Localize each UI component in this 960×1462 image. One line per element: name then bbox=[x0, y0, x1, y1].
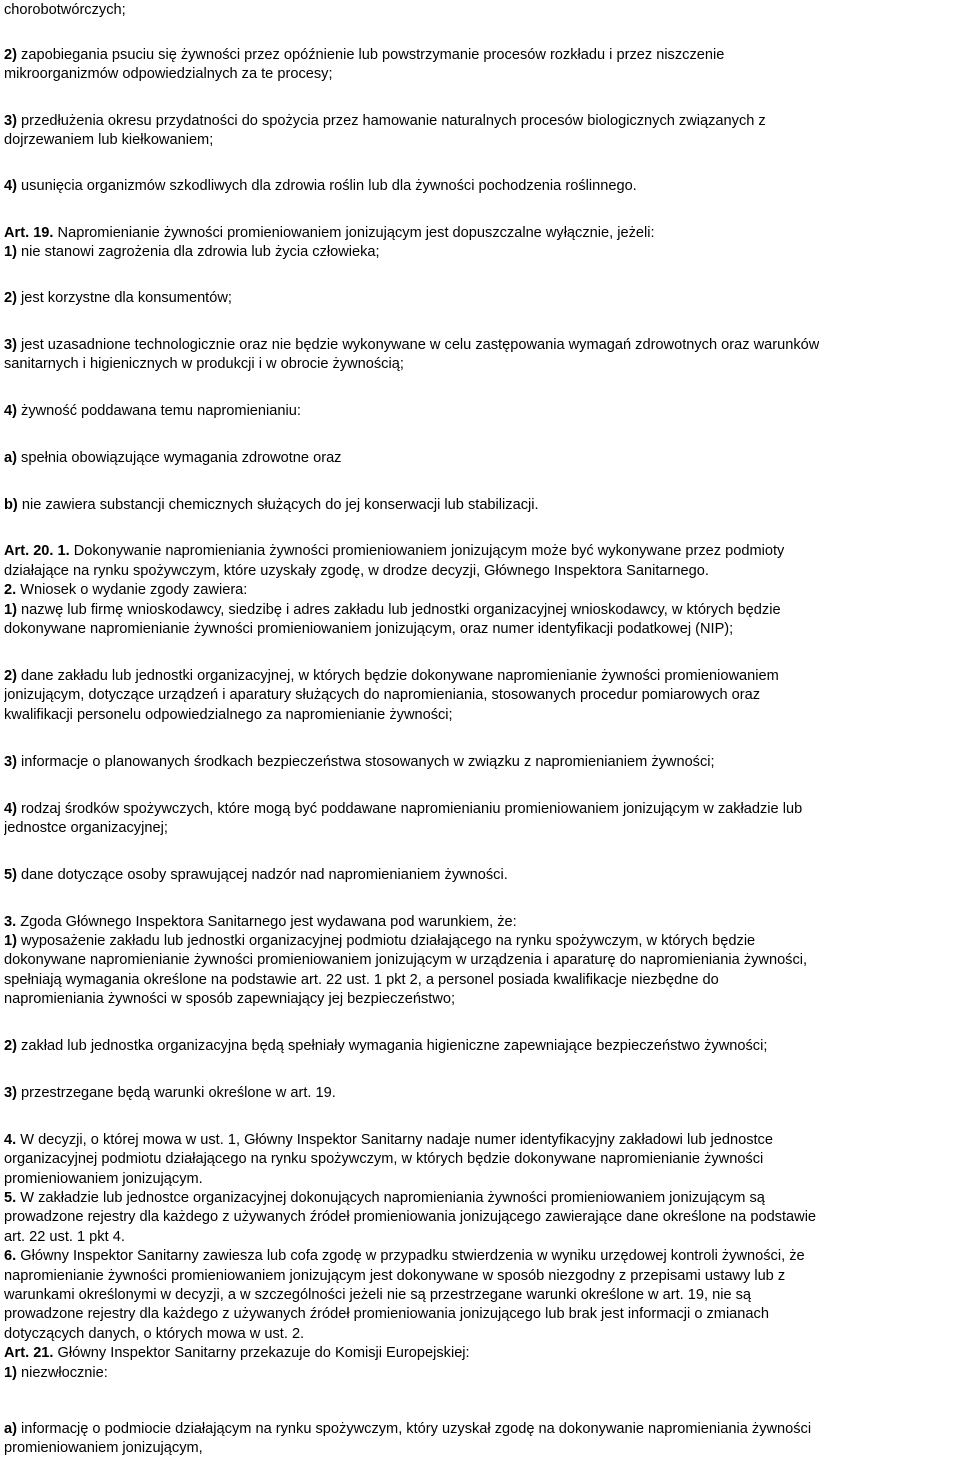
provision-text: usunięcia organizmów szkodliwych dla zdrowia roślin lub dla żywności pochodzenia roślinnego. bbox=[21, 178, 637, 194]
provision-text: działające na rynku spożywczym, które uzyskały zgodę, w drodze decyzji, Głównego Inspektora Sanitarnego. bbox=[4, 563, 709, 579]
document-line bbox=[4, 1208, 816, 1227]
provision-number: b) bbox=[4, 497, 18, 513]
provision-text: dojrzewaniem lub kiełkowaniem; bbox=[4, 132, 214, 148]
provision-number: 2) bbox=[4, 1038, 17, 1054]
provision-number: 6. bbox=[4, 1248, 17, 1264]
provision-text: dane dotyczące osoby sprawującej nadzór nad napromienianiem żywności. bbox=[21, 867, 508, 883]
provision-text: promieniowaniem jonizującym, bbox=[4, 1440, 203, 1456]
provision-text: spełniają wymagania określone na podstawie art. 22 ust. 1 pkt 2, a personel posiada kwalifikacje niezbędne do bbox=[4, 972, 719, 988]
document-line bbox=[4, 449, 341, 468]
provision-text: kwalifikacji personelu odpowiedzialnego za napromienianie żywności; bbox=[4, 707, 453, 723]
provision-text: organizacyjnej podmiotu działającego na rynku spożywczym, w których będzie dokonywane napromienianie żywności bbox=[4, 1151, 764, 1167]
document-line bbox=[4, 1, 126, 20]
document-line bbox=[4, 1325, 304, 1344]
document-line bbox=[4, 224, 655, 243]
document-line bbox=[4, 800, 802, 819]
provision-number: 4. bbox=[4, 1132, 17, 1148]
document-line bbox=[4, 1420, 811, 1439]
provision-text: przedłużenia okresu przydatności do spożycia przez hamowanie naturalnych procesów biologicznych związanych z bbox=[21, 113, 766, 129]
provision-text: warunkami określonymi w decyzji, a w szczególności jeżeli nie są przestrzegane warunki określone w art. 19, nie są bbox=[4, 1287, 752, 1303]
provision-text: dokonywane napromienianie żywności promieniowaniem jonizującym w urządzenia i aparaturę do napromieniania żywności, bbox=[4, 952, 808, 968]
provision-text: jest uzasadnione technologicznie oraz nie będzie wykonywane w celu zastępowania wymagań zdrowotnych oraz warunków bbox=[21, 337, 820, 353]
provision-text: Główny Inspektor Sanitarny przekazuje do Komisji Europejskiej: bbox=[57, 1345, 470, 1361]
document-line bbox=[4, 496, 539, 515]
provision-text: art. 22 ust. 1 pkt 4. bbox=[4, 1229, 125, 1245]
document-line bbox=[4, 402, 301, 421]
document-line bbox=[4, 243, 380, 262]
provision-text: informację o podmiocie działającym na rynku spożywczym, który uzyskał zgodę na dokonywanie napromieniania żywności bbox=[21, 1421, 812, 1437]
document-line bbox=[4, 289, 232, 308]
document-line bbox=[4, 913, 517, 932]
document-line bbox=[4, 1150, 763, 1169]
provision-text: W decyzji, o której mowa w ust. 1, Główny Inspektor Sanitarny nadaje numer identyfikacyjny zakładowi lub jednostce bbox=[20, 1132, 773, 1148]
document-line bbox=[4, 951, 807, 970]
document-line bbox=[4, 866, 508, 885]
document-line bbox=[4, 753, 715, 772]
provision-text: prowadzone rejestry dla każdego z używanych źródeł promieniowania jonizującego lub brak jest informacji o zmianach bbox=[4, 1306, 769, 1322]
provision-text: promieniowaniem jonizującym. bbox=[4, 1171, 203, 1187]
provision-number: 3) bbox=[4, 113, 17, 129]
document-line bbox=[4, 1084, 336, 1103]
provision-text: jednostce organizacyjnej; bbox=[4, 820, 168, 836]
provision-text: przestrzegane będą warunki określone w art. 19. bbox=[21, 1085, 336, 1101]
document-line bbox=[4, 65, 333, 84]
document-line bbox=[4, 686, 760, 705]
provision-number: Art. 21. bbox=[4, 1345, 54, 1361]
provision-text: dotyczących danych, o których mowa w ust. 2. bbox=[4, 1326, 305, 1342]
provision-text: Dokonywanie napromieniania żywności promieniowaniem jonizującym może być wykonywane przez podmioty bbox=[73, 543, 785, 559]
provision-text: napromienianie żywności promieniowaniem jonizującym jest dokonywane w sposób niezgodny z przepisami ustawy lub z bbox=[4, 1268, 786, 1284]
provision-text: sanitarnych i higienicznych w produkcji i w obrocie żywnością; bbox=[4, 356, 404, 372]
document-line bbox=[4, 112, 766, 131]
provision-number: 2) bbox=[4, 290, 17, 306]
provision-text: żywność poddawana temu napromienianiu: bbox=[21, 403, 301, 419]
document-line bbox=[4, 1364, 108, 1383]
provision-number: 1) bbox=[4, 244, 17, 260]
document-line bbox=[4, 1439, 203, 1458]
provision-text: chorobotwórczych; bbox=[4, 2, 126, 18]
provision-text: dane zakładu lub jednostki organizacyjnej, w których będzie dokonywane napromienianie żywności promieniowaniem bbox=[21, 668, 779, 684]
provision-number: a) bbox=[4, 450, 17, 466]
document-line bbox=[4, 336, 819, 355]
document-line bbox=[4, 819, 168, 838]
document-line bbox=[4, 1170, 203, 1189]
provision-text: wyposażenie zakładu lub jednostki organizacyjnej podmiotu działającego na rynku spożywczym, w których będzie bbox=[21, 933, 756, 949]
provision-number: 4) bbox=[4, 178, 17, 194]
document-line bbox=[4, 667, 779, 686]
provision-number: 3) bbox=[4, 337, 17, 353]
provision-number: 3) bbox=[4, 1085, 17, 1101]
provision-text: nie zawiera substancji chemicznych służących do jej konserwacji lub stabilizacji. bbox=[21, 497, 539, 513]
document-line bbox=[4, 1286, 751, 1305]
provision-text: prowadzone rejestry dla każdego z używanych źródeł promieniowania jonizującego zawierające dane określone na podstawie bbox=[4, 1209, 817, 1225]
provision-number: 3. bbox=[4, 914, 17, 930]
document-line bbox=[4, 706, 453, 725]
provision-text: informacje o planowanych środkach bezpieczeństwa stosowanych w związku z napromienianiem żywności; bbox=[21, 754, 715, 770]
provision-text: nie stanowi zagrożenia dla zdrowia lub życia człowieka; bbox=[21, 244, 380, 260]
document-line bbox=[4, 971, 719, 990]
provision-text: jest korzystne dla konsumentów; bbox=[21, 290, 232, 306]
provision-number: 1) bbox=[4, 602, 17, 618]
provision-text: dokonywane napromienianie żywności promieniowaniem jonizującym, oraz numer identyfikacji podatkowej (NIP); bbox=[4, 621, 734, 637]
provision-text: Napromienianie żywności promieniowaniem jonizującym jest dopuszczalne wyłącznie, jeżeli: bbox=[57, 225, 655, 241]
document-line bbox=[4, 1267, 785, 1286]
document-line bbox=[4, 1344, 470, 1363]
provision-number: 2. bbox=[4, 582, 17, 598]
provision-text: W zakładzie lub jednostce organizacyjnej dokonujących napromieniania żywności promieniowaniem jonizującym są bbox=[20, 1190, 765, 1206]
provision-number: Art. 19. bbox=[4, 225, 54, 241]
provision-number: 4) bbox=[4, 403, 17, 419]
document-line bbox=[4, 177, 637, 196]
document-line bbox=[4, 1037, 767, 1056]
provision-number: Art. 20. 1. bbox=[4, 543, 70, 559]
provision-text: napromieniania żywności w sposób zapewniający jej bezpieczeństwo; bbox=[4, 991, 456, 1007]
provision-number: 3) bbox=[4, 754, 17, 770]
provision-text: Główny Inspektor Sanitarny zawiesza lub cofa zgodę w przypadku stwierdzenia w wyniku urzędowej kontroli żywności, że bbox=[20, 1248, 805, 1264]
document-line bbox=[4, 355, 404, 374]
provision-text: zakład lub jednostka organizacyjna będą spełniały wymagania higieniczne zapewniające bezpieczeństwo żywności; bbox=[21, 1038, 768, 1054]
provision-number: 1) bbox=[4, 1365, 17, 1381]
document-line bbox=[4, 131, 213, 150]
document-line bbox=[4, 1305, 769, 1324]
document-line bbox=[4, 581, 247, 600]
provision-number: 1) bbox=[4, 933, 17, 949]
provision-number: 5) bbox=[4, 867, 17, 883]
provision-number: 2) bbox=[4, 47, 17, 63]
document-line bbox=[4, 562, 709, 581]
provision-text: rodzaj środków spożywczych, które mogą być poddawane napromienianiu promieniowaniem jonizującym w zakładzie lub bbox=[21, 801, 803, 817]
provision-text: mikroorganizmów odpowiedzialnych za te procesy; bbox=[4, 66, 333, 82]
document-line bbox=[4, 601, 781, 620]
provision-number: a) bbox=[4, 1421, 17, 1437]
document-line bbox=[4, 1131, 773, 1150]
provision-text: Zgoda Głównego Inspektora Sanitarnego jest wydawana pod warunkiem, że: bbox=[20, 914, 517, 930]
provision-text: zapobiegania psuciu się żywności przez opóźnienie lub powstrzymanie procesów rozkładu i przez niszczenie bbox=[21, 47, 725, 63]
document-line bbox=[4, 1228, 125, 1247]
provision-number: 5. bbox=[4, 1190, 17, 1206]
document-line bbox=[4, 932, 755, 951]
provision-text: nazwę lub firmę wnioskodawcy, siedzibę i adres zakładu lub jednostki organizacyjnej wnioskodawcy, w których będzie bbox=[21, 602, 781, 618]
document-line bbox=[4, 1189, 765, 1208]
provision-text: Wniosek o wydanie zgody zawiera: bbox=[20, 582, 248, 598]
document-line bbox=[4, 990, 455, 1009]
document-line bbox=[4, 1247, 805, 1266]
document-line bbox=[4, 620, 733, 639]
provision-number: 2) bbox=[4, 668, 17, 684]
document-line bbox=[4, 542, 784, 561]
provision-number: 4) bbox=[4, 801, 17, 817]
document-line bbox=[4, 46, 724, 65]
provision-text: niezwłocznie: bbox=[21, 1365, 108, 1381]
provision-text: spełnia obowiązujące wymagania zdrowotne oraz bbox=[21, 450, 342, 466]
provision-text: jonizującym, dotyczące urządzeń i aparatury służących do napromieniania, stosowanych procedur pomiarowych oraz bbox=[4, 687, 761, 703]
